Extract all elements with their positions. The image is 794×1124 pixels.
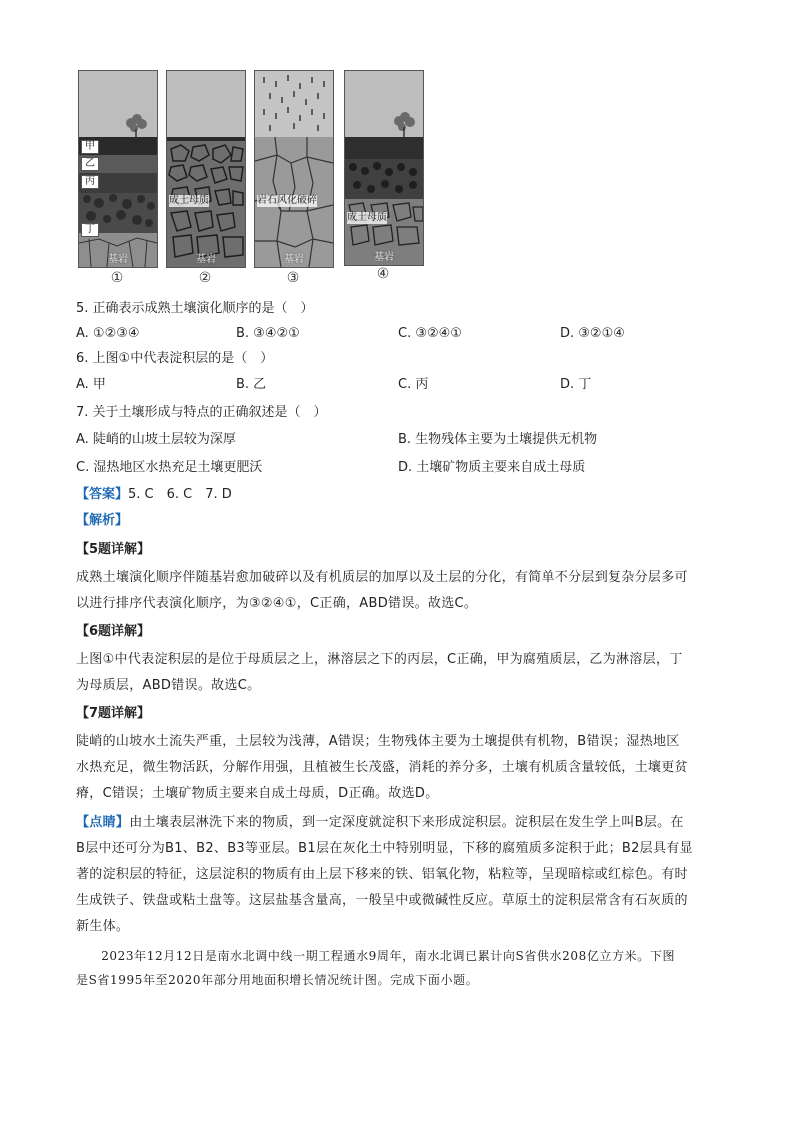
detail-7-line: 水热充足，微生物活跃，分解作用强，且植被生长茂盛，消耗的养分多，土壤有机质含量较低，土壤更贫 xyxy=(76,760,688,775)
answer-text: 5. C 6. C 7. D xyxy=(128,487,232,502)
bedrock-label-2: 基岩 xyxy=(196,254,216,265)
q5-option-a: A. ①②③④ xyxy=(76,326,140,341)
column-number-3: ③ xyxy=(286,270,300,286)
intro-line: 2023年12月12日是南水北调中线一期工程通水9周年，南水北调已累计向S省供水208亿立方米。下图 xyxy=(76,949,676,963)
note-text xyxy=(76,810,724,940)
layer-jia-label: 甲 xyxy=(81,140,99,154)
q6-option-a: A. 甲 xyxy=(76,377,106,392)
note-line: B层中还可分为B1、B2、B3等亚层。B1层在灰化土中特别明显，下移的腐殖质多淀积于此；B2层具有显 xyxy=(76,841,693,856)
bedrock-label-4: 基岩 xyxy=(374,252,394,263)
layer-ding-label: 丁 xyxy=(81,223,99,237)
detail-5-line: 成熟土壤演化顺序伴随基岩愈加破碎以及有机质层的加厚以及土层的分化，有简单不分层到复杂分层多可 xyxy=(76,570,688,585)
answer-line xyxy=(76,486,232,504)
soil-profile-figure xyxy=(76,68,436,290)
question-7-stem: 7. 关于土壤形成与特点的正确叙述是（ ） xyxy=(76,405,327,420)
q5-option-d: D. ③②①④ xyxy=(560,326,625,341)
q5-option-c: C. ③②④① xyxy=(398,326,462,341)
weathered-rock-label: 岩石风化破碎 xyxy=(257,195,317,206)
detail-5-title: 【5题详解】 xyxy=(76,542,151,557)
detail-6-text xyxy=(76,647,724,699)
detail-7-line: 陡峭的山坡水土流失严重，土层较为浅薄，A错误；生物残体主要为土壤提供有机物，B错误；湿热地区 xyxy=(76,734,680,749)
answer-tag: 【答案】 xyxy=(76,487,129,502)
intro-line: 是S省1995年至2020年部分用地面积增长情况统计图。完成下面小题。 xyxy=(76,973,479,987)
note-line: 新生体。 xyxy=(76,919,130,934)
next-section-intro xyxy=(76,944,724,992)
soil-column-4-drawing xyxy=(345,71,423,265)
q6-option-d: D. 丁 xyxy=(560,377,592,392)
q7-option-a: A. 陡峭的山坡土层较为深厚 xyxy=(76,432,236,447)
soil-column-3-drawing xyxy=(255,71,333,267)
detail-6-line: 上图①中代表淀积层的是位于母质层之上，淋溶层之下的丙层，C正确，甲为腐殖质层，乙为淋溶层，丁 xyxy=(76,652,683,667)
detail-5-text xyxy=(76,565,724,617)
q6-option-c: C. 丙 xyxy=(398,377,429,392)
layer-bing-label: 丙 xyxy=(81,175,99,189)
question-5-stem: 5. 正确表示成熟土壤演化顺序的是（ ） xyxy=(76,301,314,316)
note-line: 著的淀积层的特征，这层淀积的物质有由上层下移来的铁、铝氧化物，粘粒等，呈现暗棕或红棕色。有时 xyxy=(76,867,688,882)
detail-7-line: 瘠，C错误；土壤矿物质主要来自成土母质，D正确。故选D。 xyxy=(76,786,439,801)
q7-option-b: B. 生物残体主要为土壤提供无机物 xyxy=(398,432,598,447)
layer-yi-label: 乙 xyxy=(81,157,99,171)
detail-5-line: 以进行排序代表演化顺序，为③②④①，C正确，ABD错误。故选C。 xyxy=(76,596,478,611)
soil-column-2-drawing xyxy=(167,71,245,267)
note-tag: 【点睛】 xyxy=(76,815,130,830)
column-number-2: ② xyxy=(198,270,212,286)
column-number-1: ① xyxy=(110,270,124,286)
q5-option-b: B. ③④②① xyxy=(236,326,300,341)
note-line-1: 由土壤表层淋洗下来的物质，到一定深度就淀积下来形成淀积层。淀积层在发生学上叫B层。在 xyxy=(129,815,684,830)
detail-6-title: 【6题详解】 xyxy=(76,624,151,639)
parent-material-label-2: 成土母质 xyxy=(169,195,209,206)
note-line: 生成铁子、铁盘或粘土盘等。这层盐基含量高，一般呈中或微碱性反应。草原土的淀积层常含有石灰质的 xyxy=(76,893,688,908)
q7-option-d: D. 土壤矿物质主要来自成土母质 xyxy=(398,460,586,475)
detail-7-text xyxy=(76,729,724,807)
soil-column-2 xyxy=(166,70,246,268)
parent-material-label-4: 成土母质 xyxy=(347,212,387,223)
detail-7-title: 【7题详解】 xyxy=(76,706,151,721)
question-6-stem: 6. 上图①中代表淀积层的是（ ） xyxy=(76,351,274,366)
detail-6-line: 为母质层，ABD错误。故选C。 xyxy=(76,678,261,693)
q6-option-b: B. 乙 xyxy=(236,377,267,392)
note-line xyxy=(76,810,724,836)
soil-column-4 xyxy=(344,70,424,266)
bedrock-label-1: 基岩 xyxy=(108,254,128,265)
soil-column-1 xyxy=(78,70,158,268)
column-number-4: ④ xyxy=(376,266,390,282)
bedrock-label-3: 基岩 xyxy=(284,254,304,265)
q7-option-c: C. 湿热地区水热充足土壤更肥沃 xyxy=(76,460,263,475)
analysis-tag: 【解析】 xyxy=(76,513,129,528)
soil-column-3 xyxy=(254,70,334,268)
